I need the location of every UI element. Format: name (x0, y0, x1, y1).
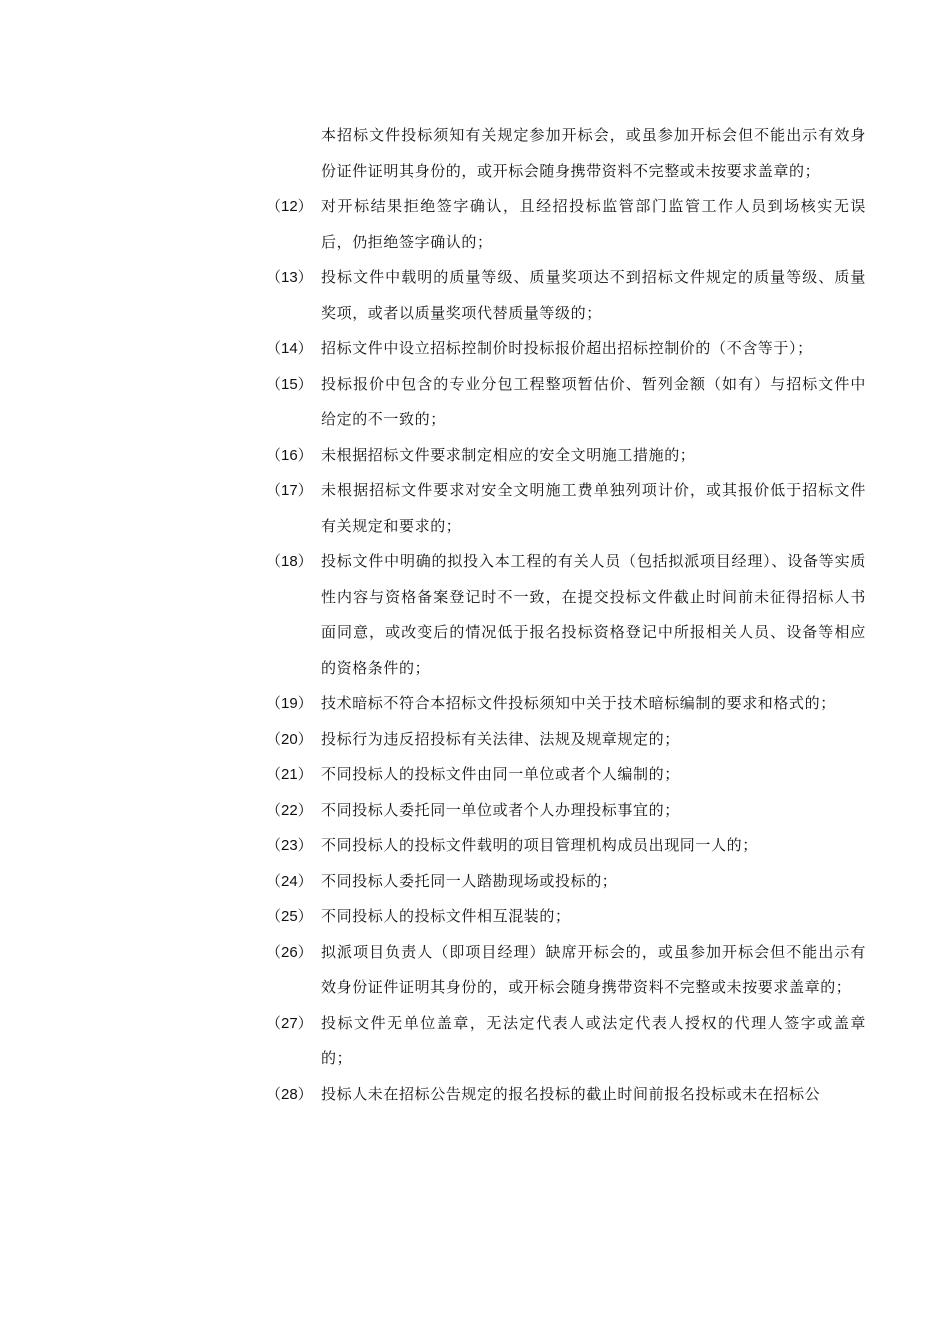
item-number: （22） (266, 801, 313, 819)
item-text: 投标报价中包含的专业分包工程整项暂估价、暂列金额（如有）与招标文件中给定的不一致的； (321, 374, 866, 428)
item-text: 不同投标人委托同一人踏勘现场或投标的； (321, 871, 618, 890)
item-text: 未根据招标文件要求对安全文明施工费单独列项计价，或其报价低于招标文件有关规定和要求的； (321, 481, 866, 535)
list-item (266, 828, 866, 864)
list-item (266, 935, 866, 1006)
item-number: （16） (266, 446, 313, 464)
item-text: 不同投标人的投标文件载明的项目管理机构成员出现同一人的； (321, 836, 758, 854)
document-body (266, 118, 866, 1112)
item-number: （23） (266, 837, 313, 854)
item-number: （14） (266, 340, 313, 357)
item-text: 投标行为违反招投标有关法律、法规及规章规定的； (321, 729, 680, 748)
item-text: 投标文件中载明的质量等级、质量奖项达不到招标文件规定的质量等级、质量奖项，或者以质量奖项代替质量等级的； (321, 268, 866, 322)
item-number: （21） (266, 766, 313, 783)
item-number: （24） (266, 872, 313, 890)
item-number: （20） (266, 730, 313, 748)
list-item (266, 473, 866, 544)
list-item (266, 367, 866, 438)
list-item (266, 864, 866, 900)
item-text: 招标文件中设立招标控制价时投标报价超出招标控制价的（不含等于）； (321, 339, 813, 357)
list-item (266, 260, 866, 331)
item-number: （27） (266, 1014, 313, 1032)
item-text: 不同投标人委托同一单位或者个人办理投标事宜的； (321, 800, 680, 819)
item-text: 技术暗标不符合本招标文件投标须知中关于技术暗标编制的要求和格式的； (321, 694, 836, 712)
item-text: 对开标结果拒绝签字确认，且经招投标监管部门监管工作人员到场核实无误后，仍拒绝签字确认的； (321, 197, 866, 251)
item-number: （15） (266, 375, 313, 393)
item-number: （19） (266, 695, 313, 712)
item-number: （13） (266, 269, 313, 286)
item-number: （26） (266, 943, 313, 961)
item-text: 投标人未在招标公告规定的报名投标的截止时间前报名投标或未在招标公 (321, 1084, 821, 1103)
item-text: 不同投标人的投标文件由同一单位或者个人编制的； (321, 765, 680, 783)
list-item (266, 722, 866, 758)
item-number: （18） (266, 553, 313, 570)
item-number: （12） (266, 198, 313, 215)
list-item (266, 1077, 866, 1113)
list-item (266, 899, 866, 935)
item-text: 不同投标人的投标文件相互混装的； (321, 907, 571, 925)
list-item (266, 544, 866, 686)
item-number: （17） (266, 482, 313, 499)
item-text: 投标文件无单位盖章，无法定代表人或法定代表人授权的代理人签字或盖章的； (321, 1013, 866, 1067)
item-number: （25） (266, 908, 313, 925)
item-text: 未根据招标文件要求制定相应的安全文明施工措施的； (321, 445, 696, 464)
list-item (266, 438, 866, 474)
list-item (266, 793, 866, 829)
item-number: （28） (266, 1085, 313, 1103)
list-item (266, 331, 866, 367)
list-item (266, 118, 866, 189)
list-item (266, 757, 866, 793)
list-item (266, 189, 866, 260)
item-text: 本招标文件投标须知有关规定参加开标会，或虽参加开标会但不能出示有效身份证件证明其身份的，或开标会随身携带资料不完整或未按要求盖章的； (321, 126, 866, 180)
item-text: 拟派项目负责人（即项目经理）缺席开标会的，或虽参加开标会但不能出示有效身份证件证明其身份的，或开标会随身携带资料不完整或未按要求盖章的； (321, 942, 866, 996)
list-item (266, 686, 866, 722)
list-item (266, 1006, 866, 1077)
item-text: 投标文件中明确的拟投入本工程的有关人员（包括拟派项目经理）、设备等实质性内容与资格备案登记时不一致，在提交投标文件截止时间前未征得招标人书面同意，或改变后的情况低于报名投标资格登记中所报相关人员、设备等相应的资格条件的； (321, 552, 866, 677)
